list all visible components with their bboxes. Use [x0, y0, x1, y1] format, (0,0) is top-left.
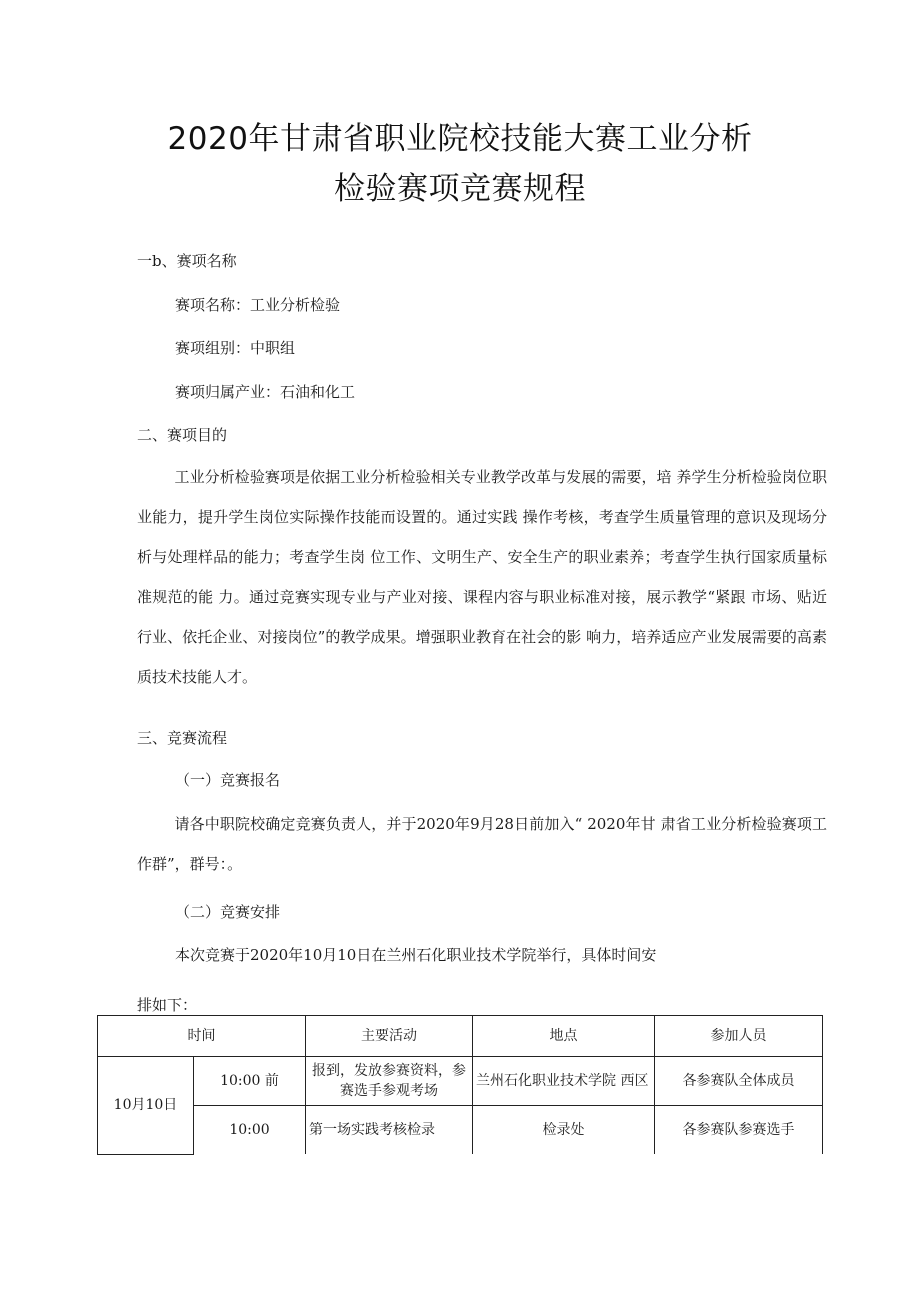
document-title-line-2: 检验赛项竞赛规程	[334, 171, 586, 207]
header-activity: 主要活动	[306, 1016, 473, 1057]
cell-time: 10:00	[194, 1106, 306, 1155]
event-group: 赛项组别：中职组	[175, 339, 296, 357]
cell-activity: 报到，发放参赛资料，参赛选手参观考场	[306, 1057, 473, 1106]
subsection-registration-heading: （一）竞赛报名	[175, 771, 281, 789]
event-industry: 赛项归属产业：石油和化工	[175, 383, 356, 401]
table-header-row	[98, 1016, 823, 1057]
table-row	[98, 1057, 823, 1106]
document-title-line-1: 2020年甘肃省职业院校技能大赛工业分析	[167, 121, 753, 157]
cell-participants: 各参赛队参赛选手	[655, 1106, 823, 1155]
header-participants: 参加人员	[655, 1016, 823, 1057]
section-2-paragraph: 工业分析检验赛项是依据工业分析检验相关专业教学改革与发展的需要，培 养学生分析检验岗位职业能力，提升学生岗位实际操作技能而设置的。通过实践 操作考核，考查学生质量管理的意识及现场分析与处理样品的能力；考查学生岗 位工作、文明生产、安全生产的职业素养；考查学生执行国家质量标准规范的能 力。通过竞赛实现专业与产业对接、课程内容与职业标准对接，展示教学“紧跟 市场、贴近行业、依托企业、对接岗位”的教学成果。增强职业教育在社会的影 响力，培养适应产业发展需要的高素质技术技能人才。	[137, 468, 827, 686]
cell-location: 检录处	[473, 1106, 655, 1155]
event-name: 赛项名称：工业分析检验	[175, 296, 341, 314]
cell-time: 10:00 前	[194, 1057, 306, 1106]
schedule-table	[97, 1015, 823, 1155]
registration-paragraph: 请各中职院校确定竞赛负责人，并于2020年9月28日前加入“ 2020年甘 肃省工业分析检验赛项工作群”，群号：。	[137, 815, 827, 873]
header-location: 地点	[473, 1016, 655, 1057]
section-3-heading: 三、竞赛流程	[137, 729, 228, 747]
section-1-heading: 一b、赛项名称	[137, 252, 237, 270]
cell-participants: 各参赛队全体成员	[655, 1057, 823, 1106]
table-row	[98, 1106, 823, 1155]
cell-location: 兰州石化职业技术学院 西区	[473, 1057, 655, 1106]
cell-activity: 第一场实践考核检录	[306, 1106, 473, 1155]
section-2-heading: 二、赛项目的	[137, 426, 228, 444]
header-time: 时间	[98, 1016, 306, 1057]
arrangement-paragraph-continued: 排如下：	[137, 996, 198, 1014]
arrangement-paragraph: 本次竞赛于2020年10月10日在兰州石化职业技术学院举行，具体时间安	[175, 946, 657, 964]
cell-date: 10月10日	[98, 1057, 194, 1155]
subsection-arrangement-heading: （二）竞赛安排	[175, 903, 281, 921]
